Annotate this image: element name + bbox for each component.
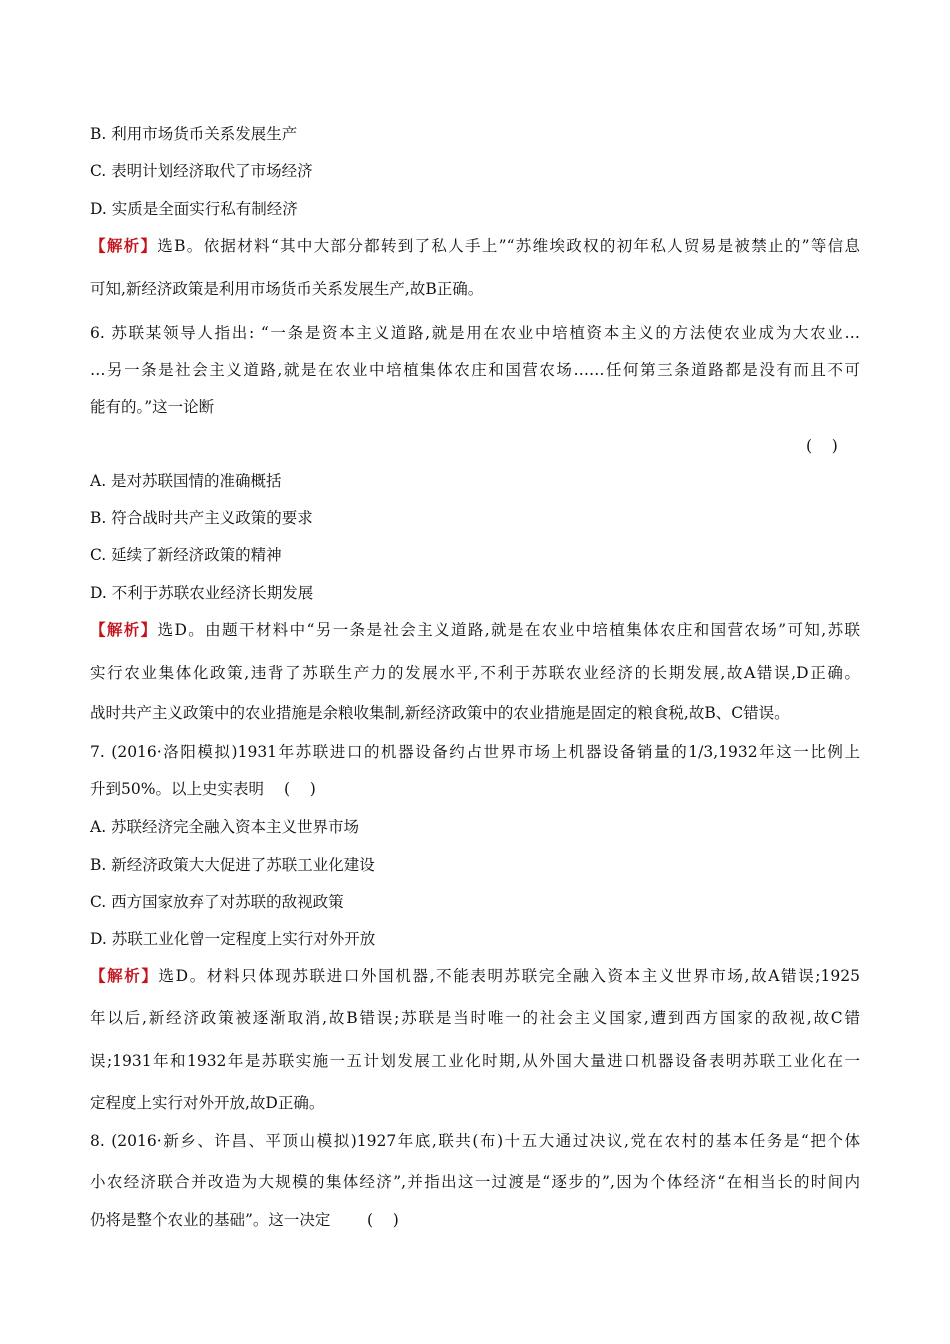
q6-analysis-line: 实行农业集体化政策,违背了苏联生产力的发展水平,不利于苏联农业经济的长期发展,故A错误,D正确。 [90, 664, 860, 682]
analysis-tag: 【解析】 [90, 620, 158, 639]
q7-option-a: A. 苏联经济完全融入资本主义世界市场 [90, 818, 360, 836]
q6-stem-line: …另一条是社会主义道路,就是在农业中培植集体农庄和国营农场……任何第三条道路都是没有而且不可 [90, 361, 860, 379]
analysis-text: 选D。材料只体现苏联进口外国机器,不能表明苏联完全融入资本主义世界市场,故A错误;1925 [158, 967, 860, 985]
q7-analysis-line: 误;1931年和1932年是苏联实施一五计划发展工业化时期,从外国大量进口机器设备表明苏联工业化在一 [90, 1052, 860, 1070]
analysis-text: 选D。由题干材料中“另一条是社会主义道路,就是在农业中培植集体农庄和国营农场”可知,苏联 [157, 621, 860, 639]
q7-analysis-line [90, 966, 860, 986]
q8-answer-bracket: ( ) [367, 1211, 399, 1229]
q7-option-c: C. 西方国家放弃了对苏联的敌视政策 [90, 893, 344, 911]
q8-stem-line: 仍将是整个农业的基础”。这一决定 [90, 1211, 331, 1229]
q6-answer-bracket: ( ) [806, 437, 838, 455]
q7-stem-line: 7. (2016·洛阳模拟)1931年苏联进口的机器设备约占世界市场上机器设备销量的1/3,1932年这一比例上 [90, 743, 860, 761]
analysis-tag: 【解析】 [90, 236, 158, 255]
analysis-tag: 【解析】 [90, 966, 159, 985]
q6-option-d: D. 不利于苏联农业经济长期发展 [90, 584, 314, 602]
q7-option-b: B. 新经济政策大大促进了苏联工业化建设 [90, 856, 375, 874]
q7-analysis-line: 定程度上实行对外开放,故D正确。 [90, 1094, 325, 1112]
q6-option-a: A. 是对苏联国情的准确概括 [90, 472, 282, 490]
q5-option-c: C. 表明计划经济取代了市场经济 [90, 162, 313, 180]
q6-analysis-line [90, 620, 860, 640]
q7-stem-line: 升到50%。以上史实表明 [90, 780, 264, 798]
q7-answer-bracket: ( ) [284, 780, 316, 798]
q6-stem-line: 6. 苏联某领导人指出: “一条是资本主义道路,就是用在农业中培植资本主义的方法使农业成为大农业… [90, 324, 860, 342]
q8-stem-line: 8. (2016·新乡、许昌、平顶山模拟)1927年底,联共(布)十五大通过决议,党在农村的基本任务是“把个体 [90, 1132, 860, 1150]
q6-option-b: B. 符合战时共产主义政策的要求 [90, 509, 313, 527]
q6-stem-line: 能有的。”这一论断 [90, 398, 215, 416]
q6-option-c: C. 延续了新经济政策的精神 [90, 546, 282, 564]
q5-option-d: D. 实质是全面实行私有制经济 [90, 200, 298, 218]
q6-analysis-line: 战时共产主义政策中的农业措施是余粮收集制,新经济政策中的农业措施是固定的粮食税,故B、C错误。 [90, 704, 790, 722]
q5-analysis-line [90, 236, 860, 256]
q5-analysis-line: 可知,新经济政策是利用市场货币关系发展生产,故B正确。 [90, 280, 484, 298]
q5-option-b: B. 利用市场货币关系发展生产 [90, 125, 298, 143]
q7-analysis-line: 年以后,新经济政策被逐渐取消,故B错误;苏联是当时唯一的社会主义国家,遭到西方国家的敌视,故C错 [90, 1009, 860, 1027]
q7-option-d: D. 苏联工业化曾一定程度上实行对外开放 [90, 930, 376, 948]
analysis-text: 选B。依据材料“其中大部分都转到了私人手上”“苏维埃政权的初年私人贸易是被禁止的”等信息 [157, 237, 860, 255]
q8-stem-line: 小农经济联合并改造为大规模的集体经济”,并指出这一过渡是“逐步的”,因为个体经济“在相当长的时间内 [90, 1173, 860, 1191]
